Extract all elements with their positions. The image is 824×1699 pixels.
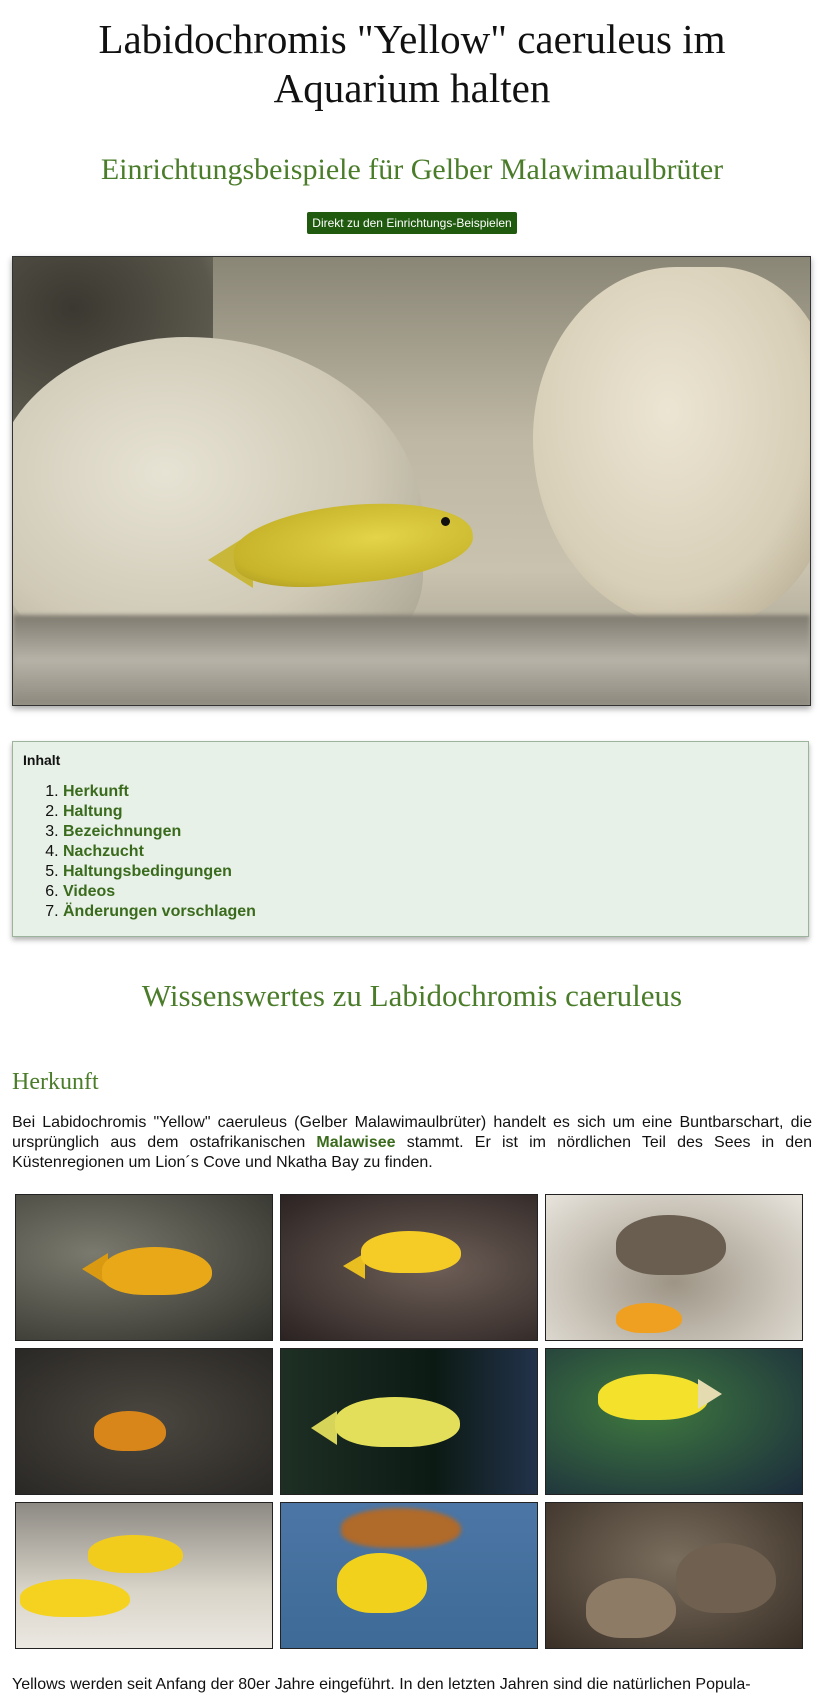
gallery-photo[interactable] bbox=[545, 1502, 803, 1649]
gallery-photo[interactable] bbox=[545, 1348, 803, 1495]
bottom-paragraph: Yellows werden seit Anfang der 80er Jahre eingeführt. In den letzten Jahren sind die natürlichen Popula- bbox=[12, 1676, 751, 1693]
page bbox=[12, 0, 812, 1695]
photo-gallery bbox=[12, 1194, 812, 1649]
toc-link-bezeichnungen[interactable]: Bezeichnungen bbox=[63, 823, 182, 840]
malawisee-link[interactable]: Malawisee bbox=[316, 1134, 396, 1151]
herkunft-text-2: stammt. Er ist im nördlichen Teil des Sees in den Küstenregionen um Lion´s Cove und Nkatha Bay zu finden. bbox=[12, 1134, 812, 1171]
toc-link-nachzucht[interactable]: Nachzucht bbox=[63, 843, 144, 860]
toc-link-videos[interactable]: Videos bbox=[63, 883, 116, 900]
section-title: Wissenswertes zu Labidochromis caeruleus bbox=[141, 978, 683, 1013]
toc-link-haltungsbedingungen[interactable]: Haltungsbedingungen bbox=[63, 863, 232, 880]
toc-item bbox=[63, 782, 808, 802]
herkunft-text-1: Bei Labidochromis "Yellow" caeruleus (Gelber Malawimaulbrüter) handelt es sich um eine Buntbarschart, die ursprünglich aus dem ostafrikanischen bbox=[12, 1114, 812, 1151]
gallery-photo[interactable] bbox=[280, 1502, 538, 1649]
gallery-photo[interactable] bbox=[280, 1348, 538, 1495]
page-title: Labidochromis "Yellow" caeruleus im Aquarium halten bbox=[98, 16, 726, 111]
toc-list bbox=[13, 782, 808, 922]
toc-item bbox=[63, 842, 808, 862]
jump-to-examples-button[interactable]: Direkt zu den Einrichtungs-Beispielen bbox=[307, 212, 516, 234]
toc-item bbox=[63, 882, 808, 902]
toc-item bbox=[63, 862, 808, 882]
toc-link-herkunft[interactable]: Herkunft bbox=[63, 783, 129, 800]
hero-sand bbox=[13, 615, 810, 705]
toc-title: Inhalt bbox=[23, 752, 61, 768]
gallery-photo[interactable] bbox=[15, 1502, 273, 1649]
gallery-photo[interactable] bbox=[15, 1194, 273, 1341]
herkunft-paragraph bbox=[12, 1113, 812, 1173]
toc-link-haltung[interactable]: Haltung bbox=[63, 803, 123, 820]
gallery-photo[interactable] bbox=[15, 1348, 273, 1495]
button-wrapper bbox=[12, 212, 812, 234]
gallery-photo[interactable] bbox=[545, 1194, 803, 1341]
herkunft-heading: Herkunft bbox=[12, 1069, 99, 1095]
gallery-photo[interactable] bbox=[280, 1194, 538, 1341]
table-of-contents bbox=[12, 741, 809, 937]
toc-item bbox=[63, 822, 808, 842]
hero-fish-eye bbox=[441, 517, 450, 526]
toc-item bbox=[63, 902, 808, 922]
hero-image bbox=[12, 256, 811, 706]
hero-rock-right bbox=[533, 267, 811, 627]
toc-link-aenderungen[interactable]: Änderungen vorschlagen bbox=[63, 903, 256, 920]
page-subtitle: Einrichtungsbeispiele für Gelber Malawimaulbrüter bbox=[100, 153, 724, 186]
toc-item bbox=[63, 802, 808, 822]
